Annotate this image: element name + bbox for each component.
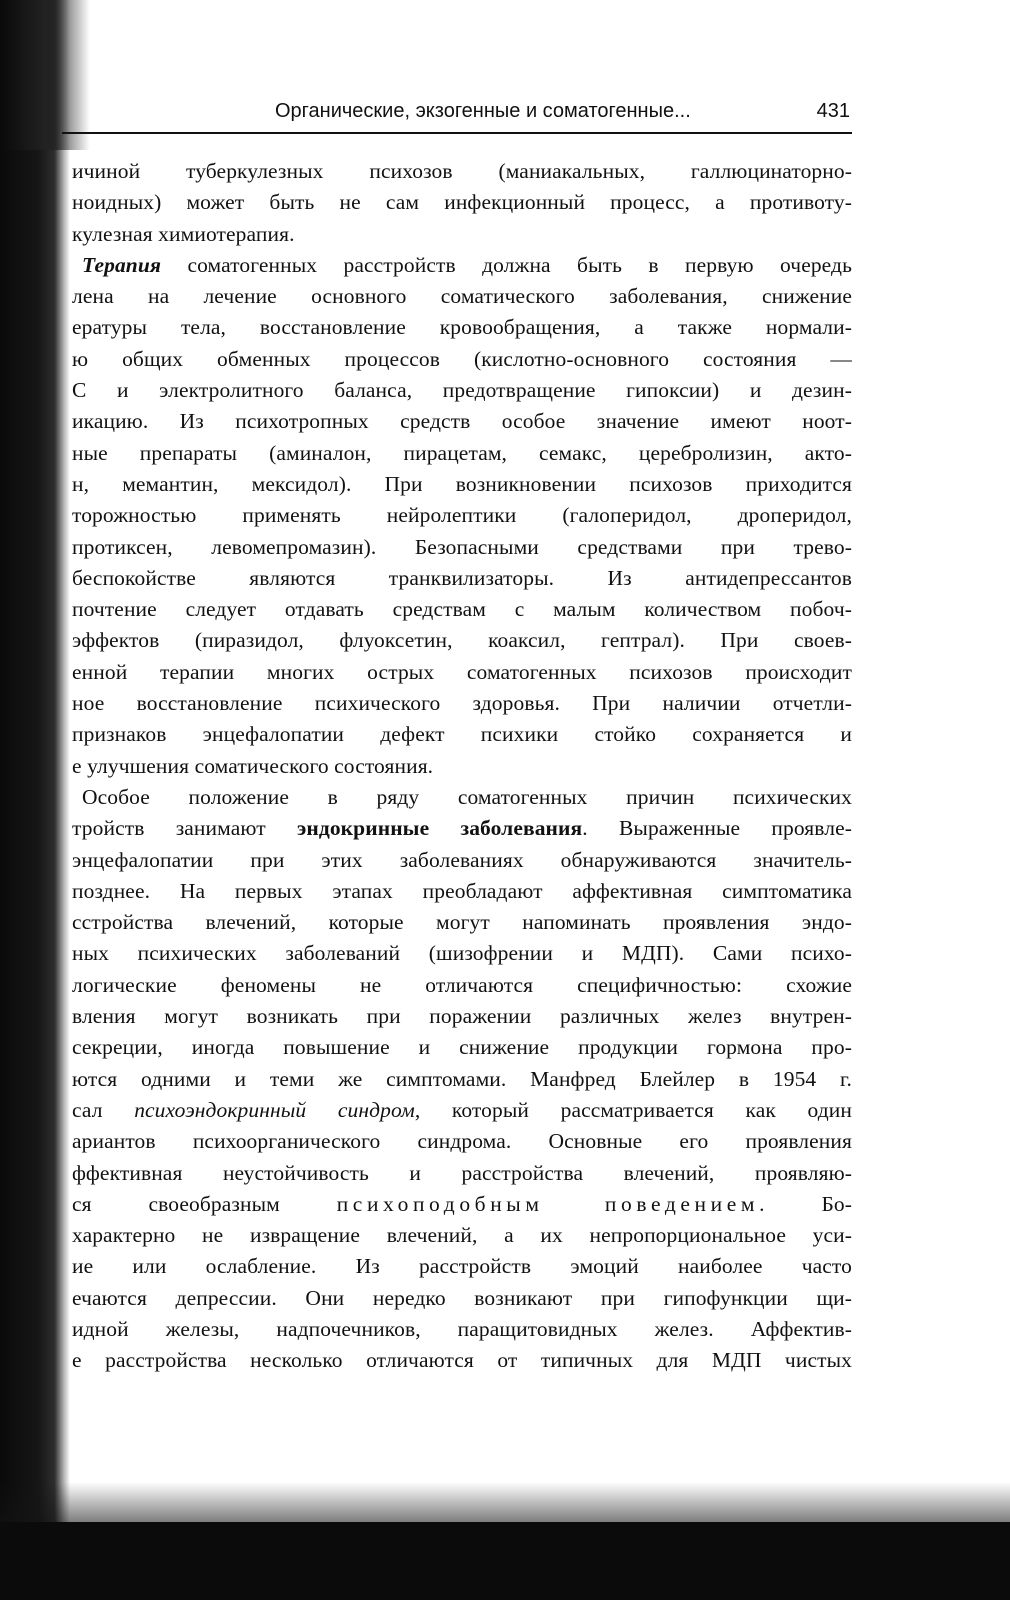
text-line: Терапия соматогенных расстройств должна быть в первую очередь: [82, 252, 852, 277]
text-line: сстройства влечений, которые могут напоминать проявления эндо-: [72, 910, 852, 935]
text-line: ие или ослабление. Из расстройств эмоций наиболее часто: [72, 1254, 852, 1279]
page-number: 431: [816, 100, 850, 122]
text-line: Особое положение в ряду соматогенных причин психических: [82, 784, 852, 809]
text-line: ффективная неустойчивость и расстройства влечений, проявляю-: [72, 1160, 852, 1185]
text-line: кулезная химиотерапия.: [72, 221, 295, 246]
text-line: ю общих обменных процессов (кислотно-основного состояния —: [72, 346, 852, 371]
text-line: идной железы, надпочечников, паращитовидных желез. Аффектив-: [72, 1316, 852, 1341]
text-line: е расстройства несколько отличаются от типичных для МДП чистых: [72, 1348, 852, 1373]
running-header-title: Органические, экзогенные и соматогенные...: [275, 100, 691, 122]
text-line: почтение следует отдавать средствам с малым количеством побоч-: [72, 597, 852, 622]
text-line: ное восстановление психического здоровья. При наличии отчетли-: [72, 691, 852, 716]
text-line: энцефалопатии при этих заболеваниях обнаруживаются значитель-: [72, 847, 852, 872]
text-line: ся своеобразным психоподобным поведением. Бо-: [72, 1191, 852, 1216]
term-therapy: Терапия: [82, 252, 162, 277]
text-line: енной терапии многих острых соматогенных психозов происходит: [72, 659, 852, 684]
text-line: эффектов (пиразидол, флуоксетин, коаксил, гептрал). При своев-: [72, 628, 852, 653]
header-rule: [62, 132, 852, 134]
text-line: С и электролитного баланса, предотвращение гипоксии) и дезин-: [72, 378, 852, 403]
text-line: сал психоэндокринный синдром, который рассматривается как один: [72, 1097, 852, 1122]
text-line: тройств занимают эндокринные заболевания. Выраженные проявле-: [72, 816, 852, 841]
text-line: ичиной туберкулезных психозов (маниакальных, галлюцинаторно-: [72, 159, 852, 183]
text-line: ариантов психоорганического синдрома. Основные его проявления: [72, 1129, 852, 1154]
body-text: [72, 156, 852, 1377]
text-line: протиксен, левомепромазин). Безопасными средствами при трево-: [72, 534, 852, 559]
text-line: признаков энцефалопатии дефект психики стойко сохраняется и: [72, 722, 852, 747]
text-line: е улучшения соматического состояния.: [72, 753, 434, 778]
text-line: ных психических заболеваний (шизофрении и МДП). Сами психо-: [72, 941, 852, 966]
text-line: лена на лечение основного соматического заболевания, снижение: [72, 284, 852, 309]
text-line: логические феномены не отличаются специфичностью: схожие: [72, 972, 852, 997]
term-endocrine-diseases: эндокринные заболевания: [296, 816, 583, 841]
text-line: ются одними и теми же симптомами. Манфред Блейлер в 1954 г.: [72, 1066, 852, 1091]
text-line: ечаются депрессии. Они нередко возникают при гипофункции щи-: [72, 1285, 852, 1310]
text-line: вления могут возникать при поражении различных желез внутрен-: [72, 1004, 852, 1029]
text-line: н, мемантин, мексидол). При возникновении психозов приходится: [72, 471, 852, 496]
text-line: беспокойстве являются транквилизаторы. Из антидепрессантов: [72, 565, 852, 590]
term-psychoendocrine-syndrome: психоэндокринный синдром: [134, 1097, 415, 1122]
scan-bottom-band: [0, 1522, 1010, 1600]
scan-spine-shadow: [0, 0, 70, 1600]
text-line: характерно не извращение влечений, а их непропорциональное уси-: [72, 1223, 852, 1248]
text-line: ноидных) может быть не сам инфекционный процесс, а противоту-: [72, 190, 852, 215]
scan-bottom-fade: [0, 1482, 1010, 1522]
text-line: торожностью применять нейролептики (галоперидол, дроперидол,: [72, 503, 852, 528]
running-header: [275, 100, 850, 123]
term-psychopathic-behavior: психоподобным поведением: [336, 1191, 760, 1216]
scan-corner-shadow: [0, 0, 90, 150]
text-line: ные препараты (аминалон, пирацетам, семакс, церебролизин, акто-: [72, 440, 852, 465]
text-line: позднее. На первых этапах преобладают аффективная симптоматика: [72, 878, 852, 903]
text-line: секреции, иногда повышение и снижение продукции гормона про-: [72, 1035, 852, 1060]
text-line: ературы тела, восстановление кровообращения, а также нормали-: [72, 315, 852, 340]
text-line: икацию. Из психотропных средств особое значение имеют ноот-: [72, 409, 852, 434]
